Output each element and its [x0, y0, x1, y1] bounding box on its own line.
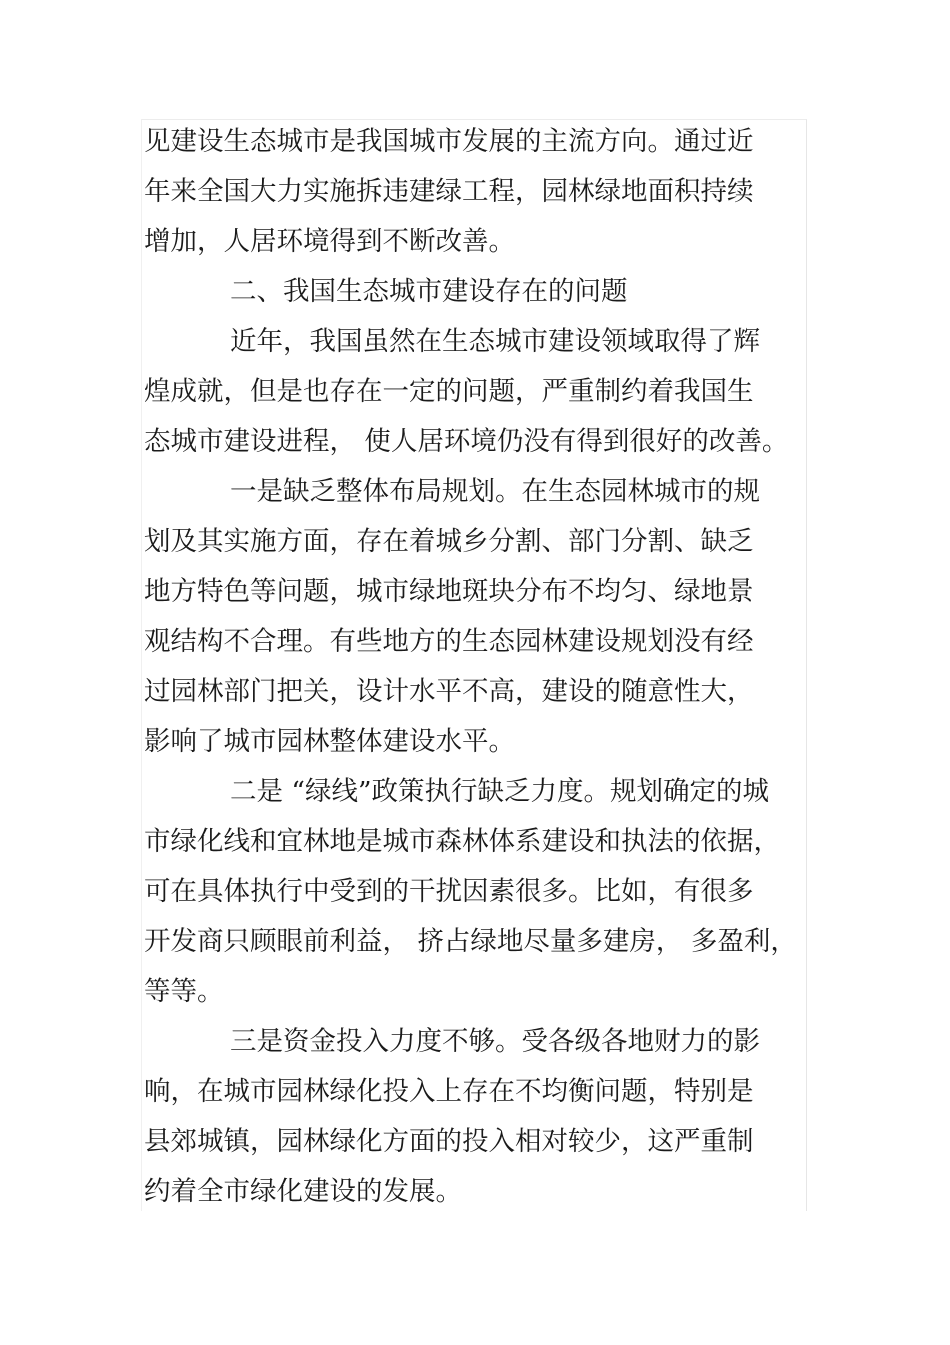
text-line: 过园林部门把关，设计水平不高，建设的随意性大， [144, 676, 754, 707]
paragraph-p1 [144, 117, 784, 267]
heading-line: 二、我国生态城市建设存在的问题 [230, 276, 628, 307]
text-line: 近年，我国虽然在生态城市建设领域取得了辉 [230, 326, 760, 357]
text-line: 划及其实施方面，存在着城乡分割、部门分割、缺乏 [144, 526, 754, 557]
text-line: 见建设生态城市是我国城市发展的主流方向。通过近 [144, 126, 754, 157]
text-line: 影响了城市园林整体建设水平。 [144, 726, 515, 757]
paragraph-p3 [144, 467, 784, 767]
paragraph-p4 [144, 767, 797, 1017]
text-line: 二是 “绿线”政策执行缺乏力度。规划确定的城 [230, 776, 770, 807]
text-line: 三是资金投入力度不够。受各级各地财力的影 [230, 1026, 760, 1057]
text-line: 态城市建设进程， 使人居环境仍没有得到很好的改善。 [144, 426, 789, 457]
text-line: 响，在城市园林绿化投入上存在不均衡问题，特别是 [144, 1076, 754, 1107]
text-line: 开发商只顾眼前利益， 挤占绿地尽量多建房， 多盈利， [144, 926, 797, 957]
text-line: 可在具体执行中受到的干扰因素很多。比如，有很多 [144, 876, 754, 907]
text-line: 县郊城镇，园林绿化方面的投入相对较少，这严重制 [144, 1126, 754, 1157]
text-line: 增加，人居环境得到不断改善。 [144, 226, 515, 257]
paragraph-p2 [144, 317, 789, 467]
text-line: 约着全市绿化建设的发展。 [144, 1176, 462, 1207]
paragraph-p5 [144, 1017, 784, 1217]
text-line: 煌成就，但是也存在一定的问题，严重制约着我国生 [144, 376, 754, 407]
text-line: 市绿化线和宜林地是城市森林体系建设和执法的依据， [144, 826, 780, 857]
text-line: 一是缺乏整体布局规划。在生态园林城市的规 [230, 476, 760, 507]
section-heading [144, 267, 784, 317]
text-line: 观结构不合理。有些地方的生态园林建设规划没有经 [144, 626, 754, 657]
text-line: 年来全国大力实施拆违建绿工程，园林绿地面积持续 [144, 176, 754, 207]
text-line: 地方特色等问题，城市绿地斑块分布不均匀、绿地景 [144, 576, 754, 607]
document-body [144, 117, 797, 1217]
text-line: 等等。 [144, 976, 224, 1007]
